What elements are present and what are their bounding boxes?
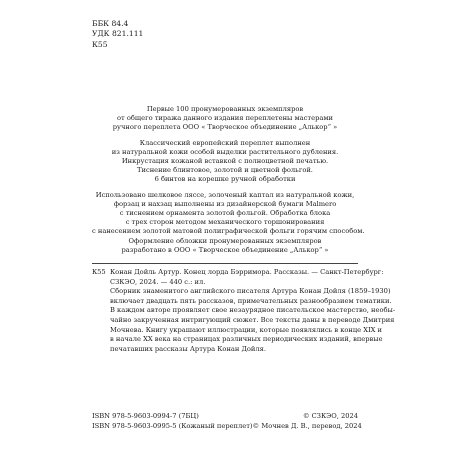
bib-description [110,268,395,354]
bib-line: Конан Дойль Артур. Конец лорда Бэрримора. Рассказы. — Санкт-Петербург: [110,268,384,276]
classification-block [92,19,143,50]
bib-author-mark: К55 [92,268,106,276]
separator-line [92,263,358,264]
isbn-second: ISBN 978-5-9603-0995-5 (Кожаный переплет) [92,421,253,430]
edition-notes [92,105,365,261]
edition-line: Первые 100 пронумерованных экземпляров [146,105,304,113]
edition-paragraph-binding [92,139,358,185]
bib-line: Мочнева. Книгу украшают иллюстрации, которые появлялись в конце XIX и [110,325,383,334]
isbn-first: ISBN 978-5-9603-0994-7 (7БЦ) [92,412,199,420]
edition-line: с нанесением золотой матовой полиграфической фольги горячим способом. [92,227,365,236]
bib-line: включает двадцать пять рассказов, примечательных разнообразием тематики. [110,296,392,305]
edition-line: Инкрустация кожаной вставкой с полноцветной печатью. [121,157,329,166]
bib-line: СЗКЭО, 2024. — 440 с.: ил. [110,277,206,286]
edition-line: с трех сторон методом механического торшонирования [125,218,325,227]
udk-code: УДК 821.111 [92,29,144,39]
edition-line: форзац и нахзац выполнены из дизайнерской бумаги Malmero [113,199,337,208]
edition-line: с тиснением орнамента золотой фольгой. Обработка блока [119,209,331,218]
edition-paragraph-materials [92,190,365,255]
edition-line: ручного переплета ООО « Творческое объединение „Алькор“ » [112,123,338,132]
bibliographic-record [92,268,396,354]
bib-line: печатавших рассказы Артура Конан Дойля. [110,344,266,353]
edition-line: разработано в ООО « Творческое объединение „Алькор“ » [121,245,329,254]
copyright-publisher: © СЗКЭО, 2024 [302,412,358,420]
edition-line: из натуральной кожи особой выделки растительного дубления. [111,147,339,156]
edition-line: 6 бинтов на корешке ручной обработки [154,175,296,184]
edition-line: Оформление обложки пронумерованных экземпляров [128,236,322,245]
author-mark: К55 [92,39,108,49]
edition-line: Тиснение блинтовое, золотой и цветной фольгой. [137,166,313,175]
bib-line: Сборник знаменитого английского писателя Артура Конан Дойля (1859–1930) [110,287,391,296]
edition-line: Классический европейский переплет выполнен [139,138,311,147]
edition-line: от общего тиража данного издания переплетены мастерами [117,114,333,123]
copyright-translator: © Мочнев Д. В., перевод, 2024 [252,421,362,430]
edition-line: Использовано шелковое ляссе, золоченый каптал из натуральной кожи, [95,190,355,199]
bib-line: в начале XX века на страницах различных периодических изданий, впервые [110,335,383,344]
bbk-code: ББК 84.4 [92,19,129,28]
edition-paragraph-numbered-copies [92,105,358,133]
imprint-footer [92,412,362,431]
bib-line: чайно закрученная интригующий сюжет. Все тексты даны в переводе Дмитрия [110,315,395,324]
bib-line: В каждом авторе проявляет свое незаурядное писательское мастерство, необы- [110,306,396,315]
